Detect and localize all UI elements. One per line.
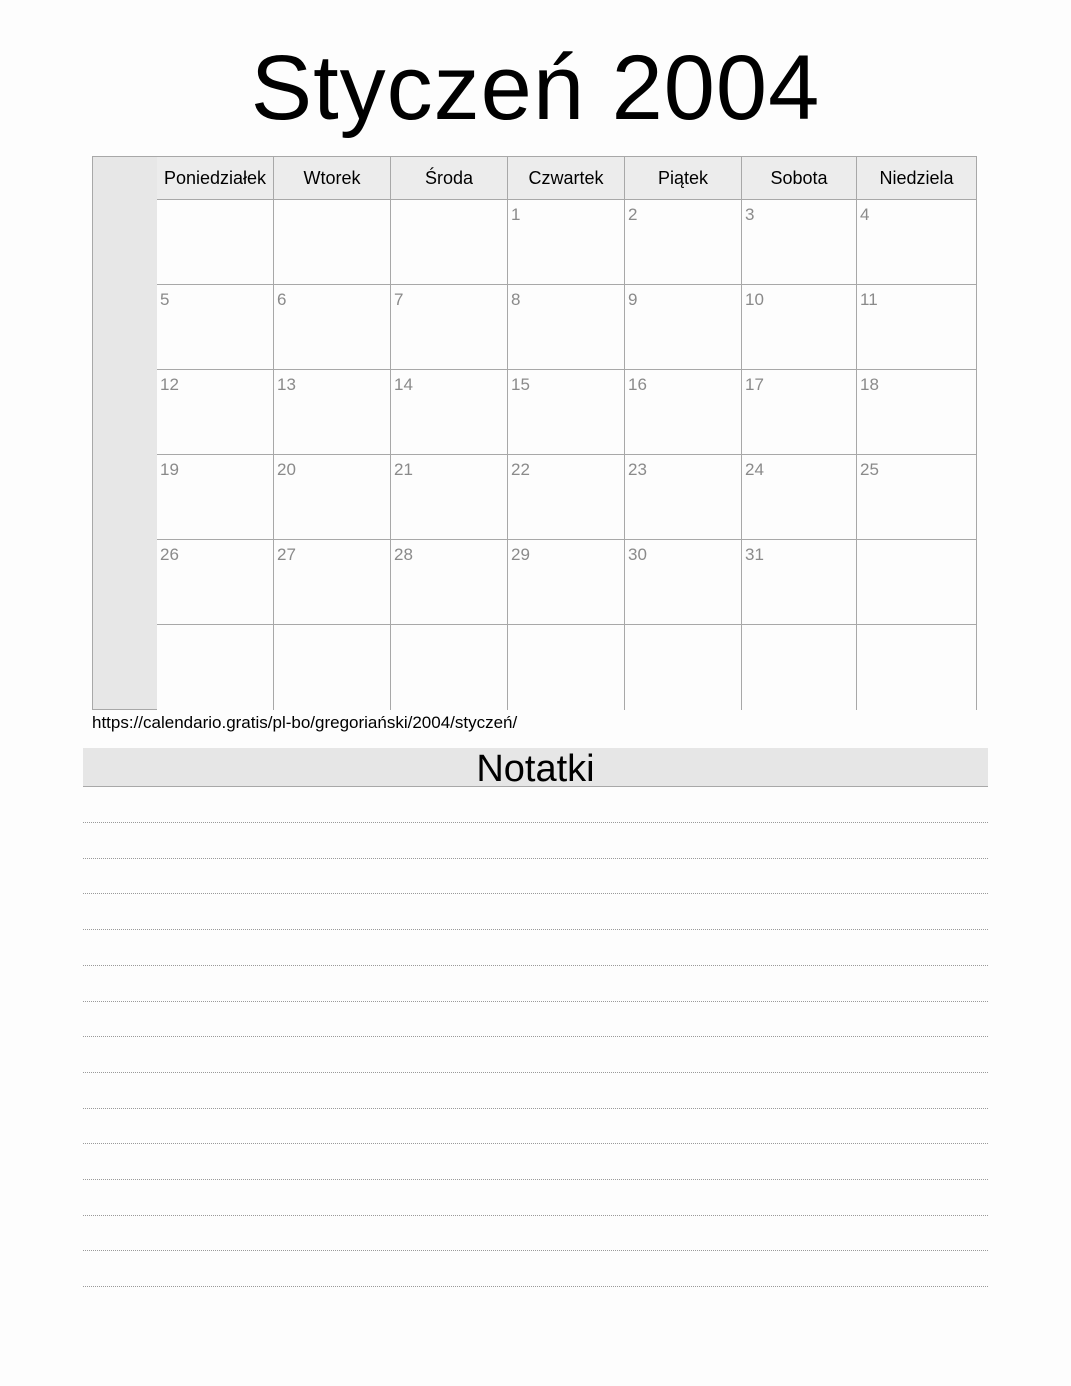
weekday-header: Wtorek: [274, 157, 391, 200]
day-cell: [274, 200, 391, 285]
day-cell: [274, 455, 391, 540]
note-line: [83, 1179, 988, 1180]
note-line: [83, 965, 988, 966]
weekday-header: Niedziela: [857, 157, 976, 200]
day-number: 28: [394, 545, 413, 564]
day-cell: [391, 625, 508, 710]
day-number: 16: [628, 375, 647, 394]
day-cell: [157, 200, 274, 285]
day-cell: [274, 370, 391, 455]
day-number: 6: [277, 290, 287, 309]
source-url[interactable]: https://calendario.gratis/pl-bo/gregoriański/2004/styczeń/: [92, 713, 518, 732]
day-cell: [625, 370, 742, 455]
day-number: 22: [511, 460, 530, 479]
day-cell: [857, 200, 976, 285]
day-cell: [157, 455, 274, 540]
note-line: [83, 1250, 988, 1251]
day-number: 14: [394, 375, 413, 394]
note-line: [83, 1215, 988, 1216]
weekday-header: Czwartek: [508, 157, 625, 200]
day-number: 5: [160, 290, 170, 309]
note-line: [83, 1036, 988, 1037]
day-number: 30: [628, 545, 647, 564]
day-cell: [274, 285, 391, 370]
day-number: 19: [160, 460, 179, 479]
day-cell: [625, 455, 742, 540]
day-number: 7: [394, 290, 404, 309]
day-number: 13: [277, 375, 296, 394]
day-number: 18: [860, 375, 879, 394]
page-title: Styczeń 2004: [250, 37, 821, 139]
weekday-header: Środa: [391, 157, 508, 200]
day-cell: [157, 370, 274, 455]
day-number: 4: [860, 205, 870, 224]
day-number: 3: [745, 205, 755, 224]
day-number: 8: [511, 290, 521, 309]
day-cell: [742, 625, 857, 710]
day-cell: [508, 200, 625, 285]
day-number: 2: [628, 205, 638, 224]
day-cell: [857, 455, 976, 540]
note-line: [83, 1001, 988, 1002]
note-line: [83, 1072, 988, 1073]
day-cell: [742, 540, 857, 625]
calendar-grid: [157, 156, 977, 710]
day-cell: [857, 540, 976, 625]
day-number: 11: [860, 290, 878, 309]
note-line: [83, 822, 988, 823]
weekday-header: Piątek: [625, 157, 742, 200]
day-cell: [625, 540, 742, 625]
day-number: 26: [160, 545, 179, 564]
day-number: 12: [160, 375, 179, 394]
day-number: 1: [511, 205, 521, 224]
day-cell: [274, 540, 391, 625]
day-cell: [857, 370, 976, 455]
note-line: [83, 893, 988, 894]
day-number: 20: [277, 460, 296, 479]
day-cell: [625, 285, 742, 370]
day-cell: [274, 625, 391, 710]
day-cell: [625, 625, 742, 710]
weekday-header: Sobota: [742, 157, 857, 200]
note-line: [83, 1286, 988, 1287]
day-cell: [742, 455, 857, 540]
note-line: [83, 858, 988, 859]
day-cell: [157, 625, 274, 710]
day-cell: [857, 625, 976, 710]
day-number: 10: [745, 290, 764, 309]
day-cell: [157, 540, 274, 625]
day-cell: [508, 455, 625, 540]
day-number: 17: [745, 375, 764, 394]
note-line: [83, 1143, 988, 1144]
day-cell: [508, 625, 625, 710]
calendar: [92, 156, 977, 710]
day-cell: [742, 370, 857, 455]
day-number: 9: [628, 290, 638, 309]
day-cell: [508, 540, 625, 625]
day-number: 31: [745, 545, 764, 564]
day-number: 29: [511, 545, 530, 564]
day-number: 24: [745, 460, 764, 479]
note-line: [83, 929, 988, 930]
day-cell: [391, 540, 508, 625]
day-number: 23: [628, 460, 647, 479]
day-cell: [391, 370, 508, 455]
day-cell: [742, 285, 857, 370]
day-number: 25: [860, 460, 879, 479]
day-cell: [508, 285, 625, 370]
note-line: [83, 1108, 988, 1109]
day-number: 15: [511, 375, 530, 394]
day-cell: [391, 285, 508, 370]
notes-header: [83, 748, 988, 790]
day-cell: [857, 285, 976, 370]
day-cell: [742, 200, 857, 285]
day-number: 27: [277, 545, 296, 564]
day-cell: [391, 200, 508, 285]
day-cell: [508, 370, 625, 455]
day-number: 21: [394, 460, 413, 479]
notes-title: Notatki: [476, 748, 595, 790]
day-cell: [625, 200, 742, 285]
week-number-column: [92, 156, 158, 710]
day-cell: [157, 285, 274, 370]
weekday-header: Poniedziałek: [157, 157, 274, 200]
day-cell: [391, 455, 508, 540]
